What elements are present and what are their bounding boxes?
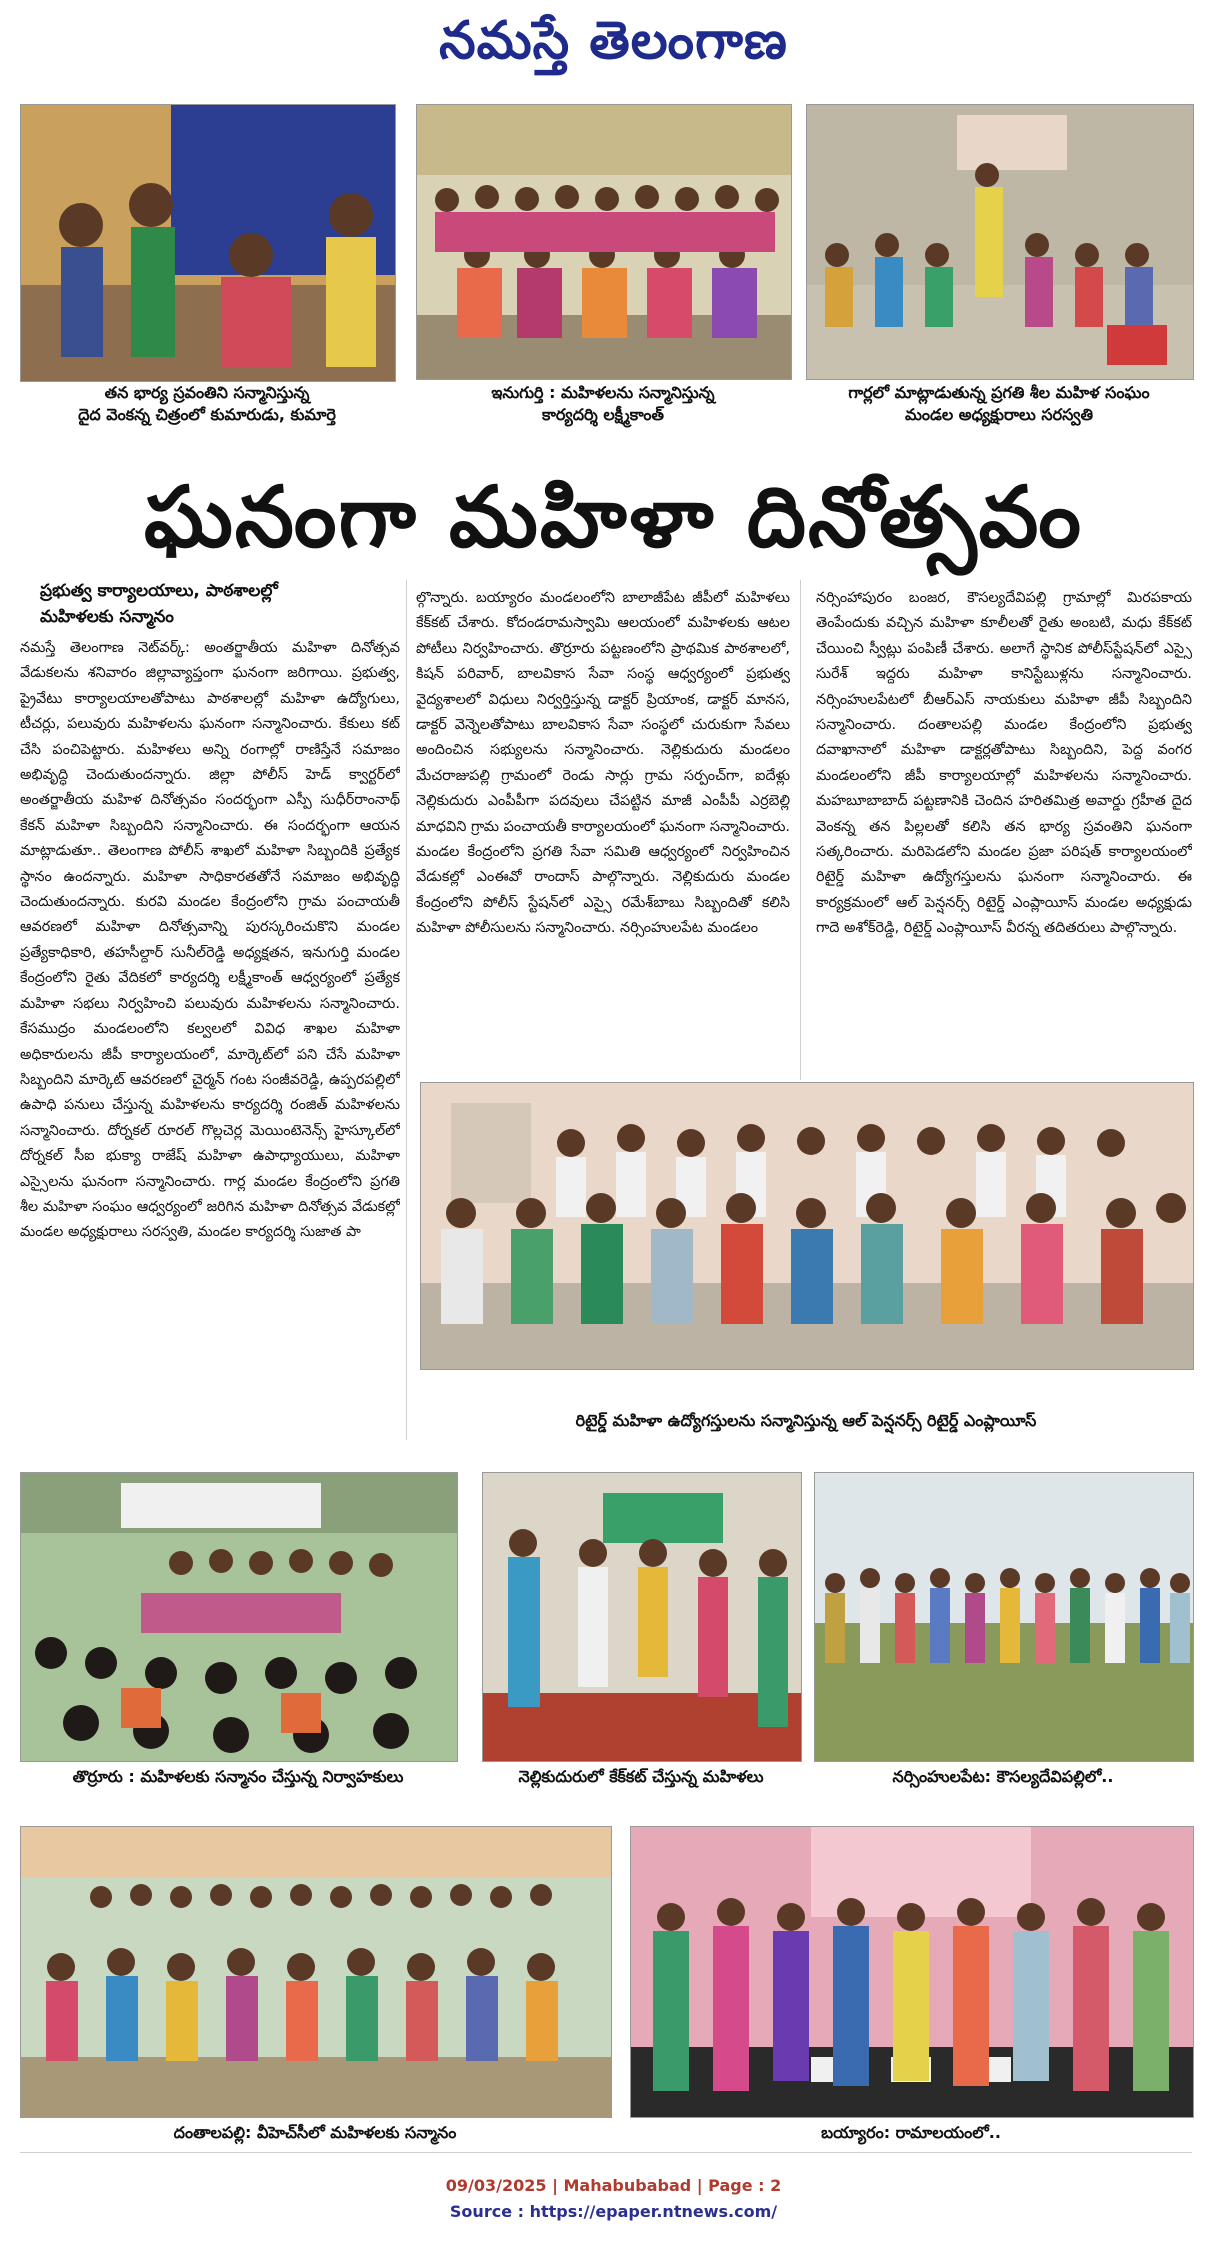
photo-thorrur-felicitation [20, 1472, 458, 1762]
subheadline: ప్రభుత్వ కార్యాలయాలు, పాఠశాలల్లో మహిళలకు సన్మానం [40, 581, 278, 627]
photo-retired-employees [420, 1082, 1194, 1370]
masthead [0, 0, 1227, 88]
photo-garla-meeting [806, 104, 1194, 380]
photo-bayyaram-temple [630, 1826, 1194, 2118]
column-divider [406, 580, 407, 1440]
photo-danthalapalli-phc [20, 1826, 612, 2118]
footer-source-line: Source : https://epaper.ntnews.com/ [449, 2202, 778, 2221]
photo-nellikuduru-cake [482, 1472, 802, 1762]
caption-top-right: గార్లలో మాట్లాడుతున్న ప్రగతి శీల మహిళ సంఘం మండల అధ్యక్షురాలు సరస్వతి [848, 383, 1150, 424]
caption-top-middle: ఇనుగుర్తి : మహిళలను సన్మానిస్తున్న కార్యదర్శి లక్ష్మీకాంత్ [491, 383, 715, 424]
article-column-2: ల్గొన్నారు. బయ్యారం మండలంలోని బాలాజీపేట జీపీలో మహిళలు కేక్‌కట్ చేశారు. కోదండరామస్వామి ఆలయంలో మహిళలకు ఆటల పోటీలు నిర్వహించారు. తొర్రూరు పట్టణంలోని ప్రాథమిక పాఠశాలలో, కిషన్ పరివార్, బాలవికాస సేవా సంస్థ ఆధ్వర్యంలో ప్రభుత్వ వైద్యశాలలో విధులు నిర్వర్తిస్తున్న డాక్టర్ ప్రియాంక, డాక్టర్ మానస, డాక్టర్ వెన్నెలతోపాటు బాలవికాస సేవా సంస్థలో చురుకుగా సేవలు అందించిన సభ్యులను సన్మానించారు. నెల్లికుదురు మండలం మేచరాజుపల్లి గ్రామంలో రెండు సార్లు గ్రామ సర్పంచ్‌గా, ఐదేళ్లు నెల్లికుదురు ఎంపీపీగా పదవులు చేపట్టిన మాజీ ఎంపీపీ ఎర్రబెల్లి మాధవిని గ్రామ పంచాయతీ కార్యాలయంలో ఘనంగా సన్మానించారు. మండల కేంద్రంలోని ప్రగతి సేవా సమితి ఆధ్వర్యంలో నిర్వహించిన వేడుకల్లో ఎంఈవో రాందాస్ పాల్గొన్నారు. నెల్లికుదురు మండల కేంద్రంలోని పోలీస్ స్టేషన్‌లో ఎస్సై రమేశ్‌బాబు సిబ్బందితో కలిసి మహిళా పోలీసులను సన్మానించారు. నర్సింహులపేట మండలం [416, 590, 790, 937]
photo-family-felicitation [20, 104, 396, 382]
caption-row4-left: దంతాలపల్లి: వీహెచ్‌సీలో మహిళలకు సన్మానం [173, 2123, 457, 2142]
caption-row4-right: బయ్యారం: రామాలయంలో.. [821, 2123, 1001, 2142]
headline: ఘనంగా మహిళా దినోత్సవం [144, 467, 1083, 566]
caption-top-left: తన భార్య స్రవంతిని సన్మానిస్తున్న దైద వెంకన్న చిత్రంలో కుమారుడు, కుమార్తె [78, 383, 336, 424]
footer-divider [20, 2152, 1192, 2153]
photo-kousalyadevipalli-field [814, 1472, 1194, 1762]
caption-row3-left: తొర్రూరు : మహిళలకు సన్మానం చేస్తున్న నిర్వాహకులు [72, 1767, 404, 1786]
caption-row3-right: నర్సింహులపేట: కౌసల్యదేవిపల్లిలో.. [892, 1767, 1114, 1786]
photo-inugurthi-women [416, 104, 792, 380]
masthead-title: నమస్తే తెలంగాణ [439, 10, 788, 71]
footer-date-line: 09/03/2025 | Mahabubabad | Page : 2 [445, 2176, 782, 2195]
article-column-3: నర్సింహాపురం బంజర, కౌసల్యదేవిపల్లి గ్రామాల్లో మిరపకాయ తెంపేందుకు వచ్చిన మహిళా కూలీలతో రైతు అంబటి, మధు కేక్‌కట్ చేయించి స్వీట్లు పంపిణీ చేశారు. అలాగే స్థానిక పోలీస్‌స్టేషన్‌లో ఎస్సై సురేశ్ ఇద్దరు మహిళా కానిస్టేబుళ్లను సన్మానించారు. నర్సింహులపేటలో బీఆర్‌ఎస్ నాయకులు మహిళా జీపీ సిబ్బందిని సన్మానించారు. దంతాలపల్లి మండల కేంద్రంలోని ప్రభుత్వ దవాఖానాలో మహిళా డాక్టర్లతోపాటు సిబ్బందిని, పెద్ద వంగర మండలంలోని జీపీ కార్యాలయాల్లో మహిళలను సన్మానించారు. మహబూబాబాద్ పట్టణానికి చెందిన హరితమిత్ర అవార్డు గ్రహీత దైద వెంకన్న తన పిల్లలతో కలిసి తన భార్య స్రవంతిని ఘనంగా సత్కరించారు. మరిపెడలోని మండల ప్రజా పరిషత్ కార్యాలయంలో రిటైర్డ్ మహిళా ఉద్యోగస్తులను ఘనంగా సన్మానించారు. ఈ కార్యక్రమంలో ఆల్ పెన్షనర్స్ రిటైర్డ్ ఎంప్లాయీస్ మండల అధ్యక్షుడు గాదె అశోక్‌రెడ్డి, రిటైర్డ్ ఎంప్లాయీస్ వీరన్న తదితరులు పాల్గొన్నారు. [816, 590, 1192, 937]
caption-row3-middle: నెల్లికుదురులో కేక్‌కట్ చేస్తున్న మహిళలు [518, 1767, 764, 1786]
caption-mid-right: రిటైర్డ్ మహిళా ఉద్యోగస్తులను సన్మానిస్తున్న ఆల్ పెన్షనర్స్ రిటైర్డ్ ఎంప్లాయీస్ [575, 1411, 1037, 1430]
article-column-1: నమస్తే తెలంగాణ నెట్‌వర్క్: అంతర్జాతీయ మహిళా దినోత్సవ వేడుకలను శనివారం జిల్లావ్యాప్తంగా ఘనంగా జరిగాయి. ప్రభుత్వ, ప్రైవేటు కార్యాలయాలతోపాటు పాఠశాలల్లో మహిళా ఉద్యోగులు, టీచర్లు, పలువురు మహిళలను ఘనంగా సన్మానించారు. కేకులు కట్ చేసి పంచిపెట్టారు. మహిళలు అన్ని రంగాల్లో రాణిస్తేనే సమాజం అభివృద్ధి చెందుతుందన్నారు. జిల్లా పోలీస్ హెడ్ క్వార్టర్‌లో అంతర్జాతీయ మహిళ దినోత్సవం సందర్భంగా ఎస్పీ సుధీర్‌రాంనాథ్ కేకన్ మహిళా సిబ్బందిని సన్మానించారు. ఈ సందర్భంగా ఆయన మాట్లాడుతూ.. తెలంగాణ పోలీస్ శాఖలో మహిళా సిబ్బందికి ప్రత్యేక స్థానం ఉందన్నారు. మహిళా సాధికారతతోనే సమాజం అభివృద్ధి చెందుతుందన్నారు. కురవి మండల కేంద్రంలోని గ్రామ పంచాయతీ ఆవరణలో మహిళా దినోత్సవాన్ని పురస్కరించుకొని మండల ప్రత్యేకాధికారి, తహసీల్దార్ సునీల్‌రెడ్డి అధ్యక్షతన, ఇనుగుర్తి మండల కేంద్రంలోని రైతు వేదికలో కార్యదర్శి లక్ష్మీకాంత్ ఆధ్వర్యంలో ప్రత్యేక మహిళా సభలు నిర్వహించి పలువురు మహిళలను సన్మానించారు. కేసముద్రం మండలంలోని కల్వలలో వివిధ శాఖల మహిళా అధికారులను జీపీ కార్యాలయంలో, మార్కెట్‌లో పని చేసే మహిళా సిబ్బందిని మార్కెట్ ఆవరణలో చైర్మన్ గంట సంజీవరెడ్డి, ఉప్పరపల్లిలో ఉపాధి పనులు చేస్తున్న మహిళలను కార్యదర్శి రంజిత్ మహిళలను సన్మానించారు. దోర్నకల్ రూరల్ గొల్లచెర్ల మెయింటెనెన్స్ హైస్కూల్‌లో దోర్నకల్ సీఐ భుక్యా రాజేష్ మహిళా ఉపాధ్యాయులు, మహిళా ఎస్సైలను ఘనంగా సన్మానించారు. గార్ల మండల కేంద్రంలోని ప్రగతి శీల మహిళా సంఘం ఆధ్వర్యంలో జరిగిన మహిళా దినోత్సవ వేడుకల్లో మండల అధ్యక్షురాలు సరస్వతి, మండల కార్యదర్శి సుజాత పా [20, 640, 400, 1241]
column-divider [800, 580, 801, 1080]
